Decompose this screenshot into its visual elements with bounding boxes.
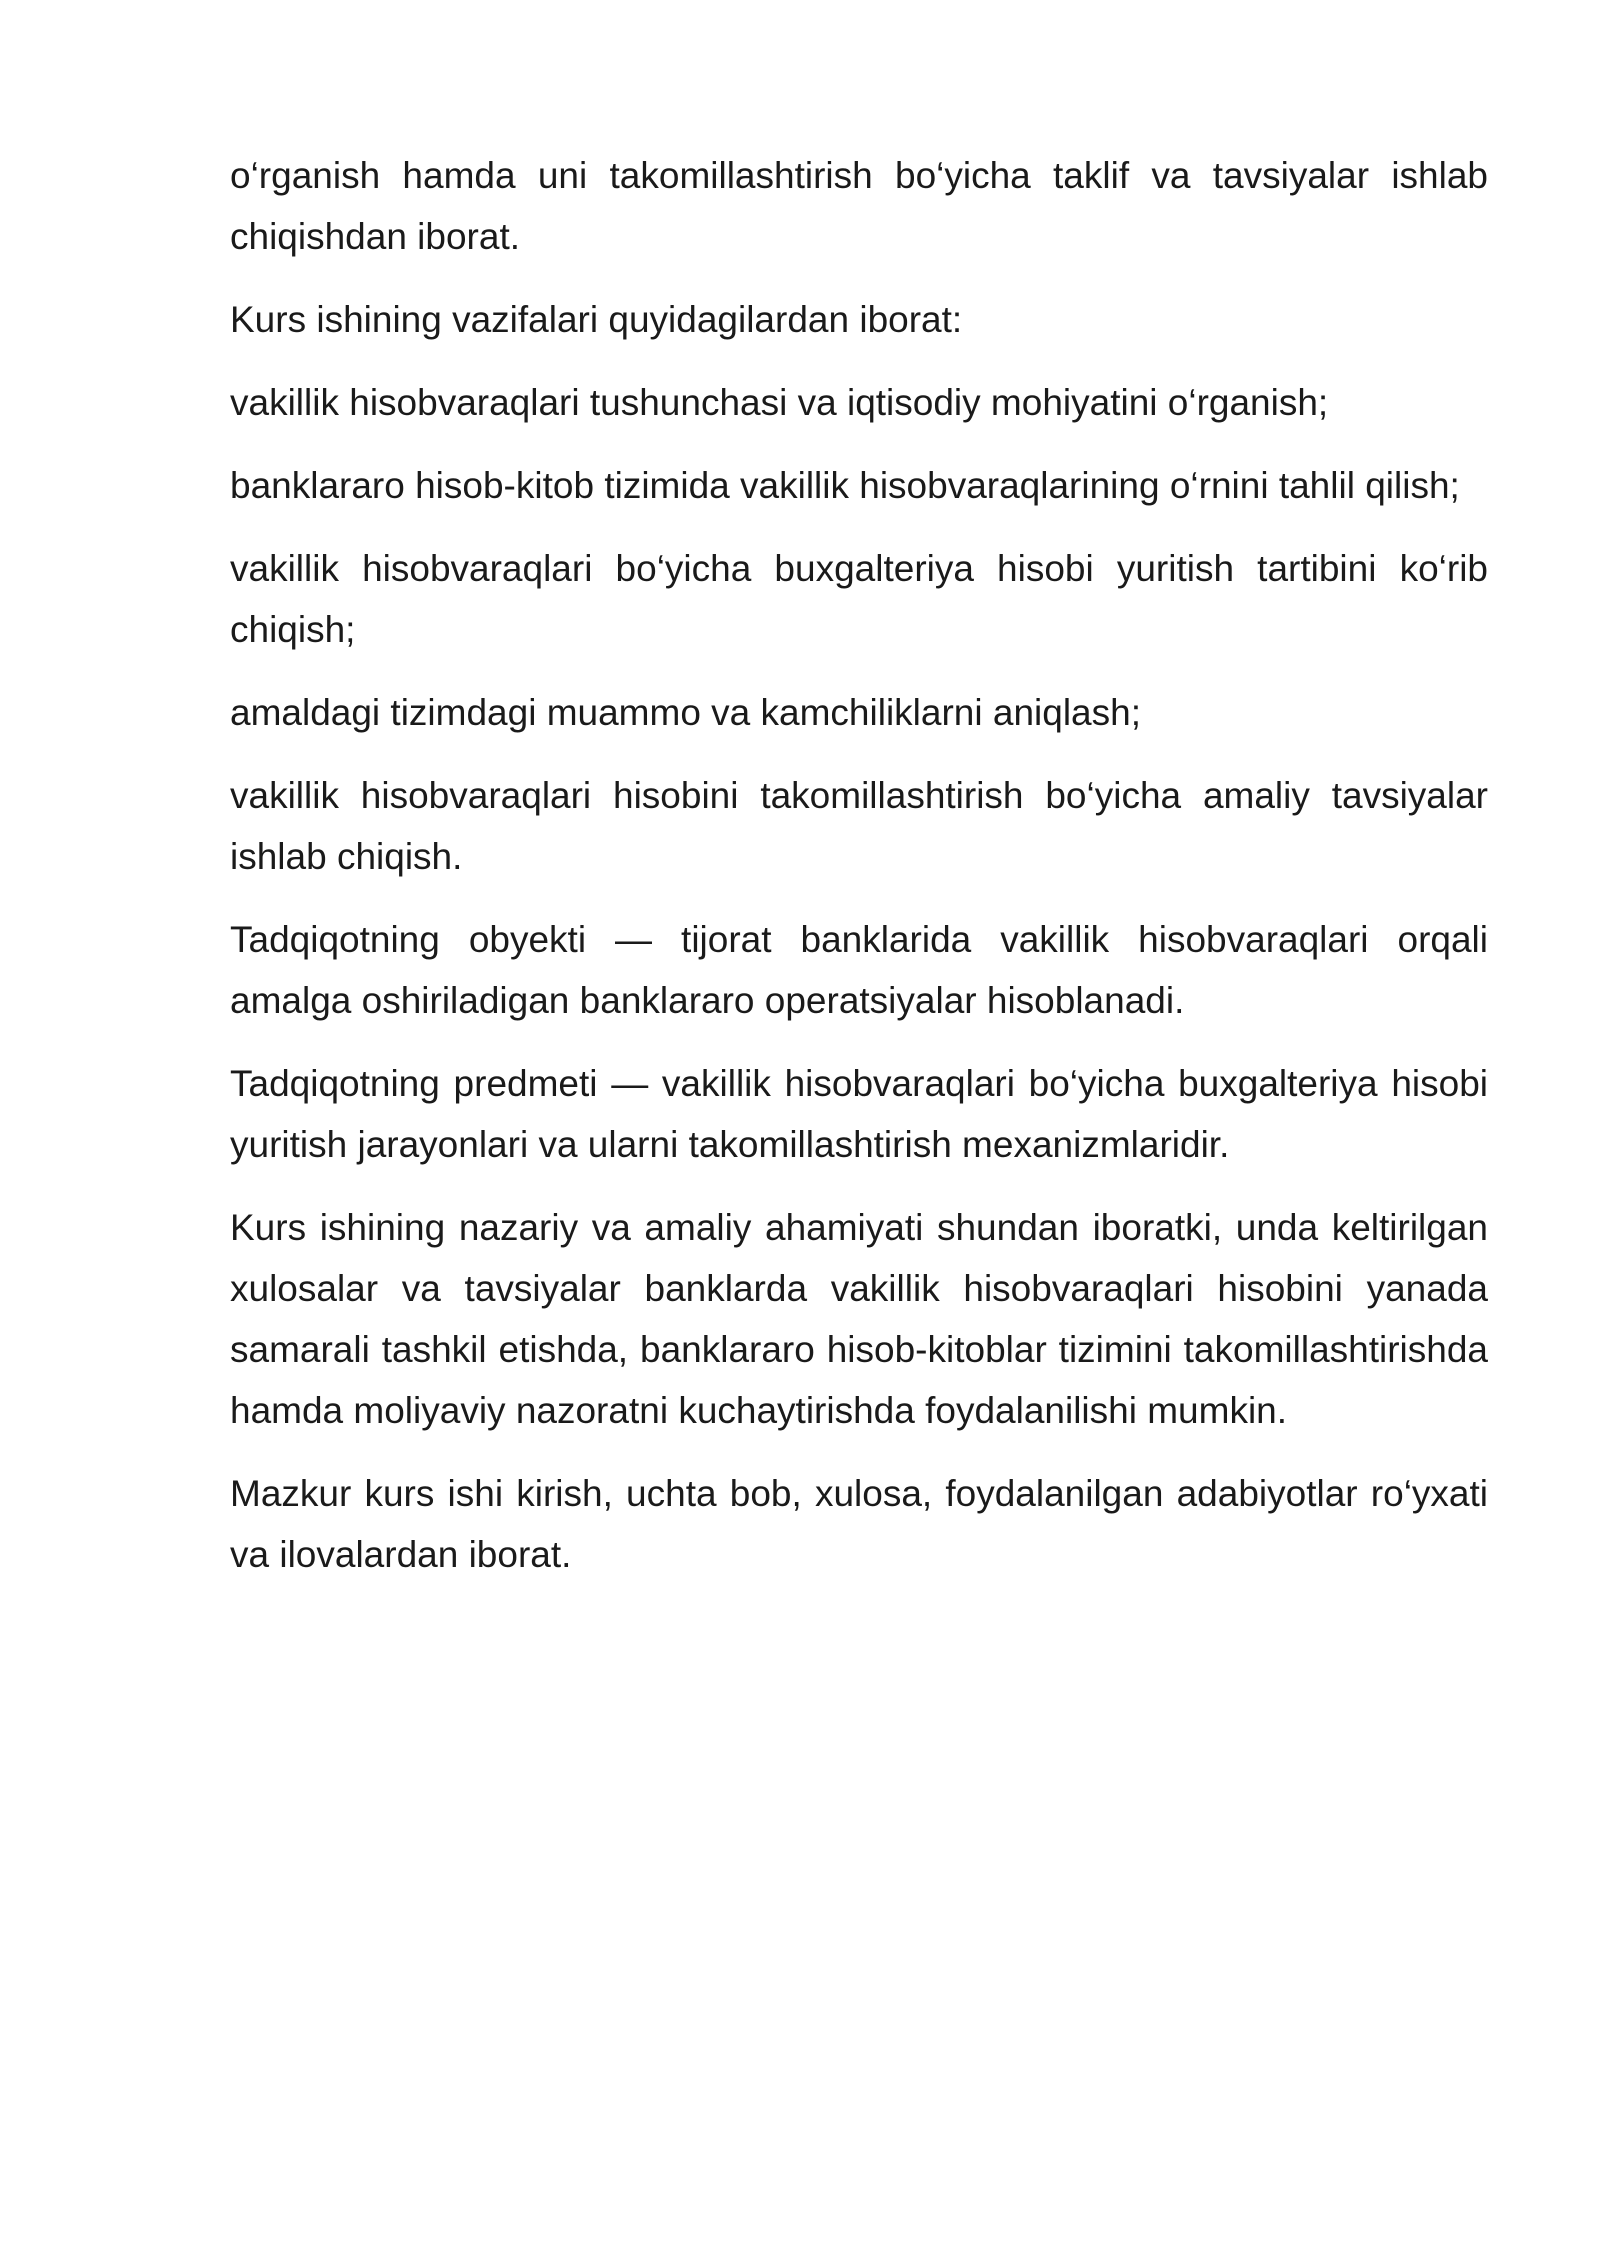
paragraph-significance: Kurs ishining nazariy va amaliy ahamiyati shundan iboratki, unda keltirilgan xulosalar va tavsiyalar banklarda vakillik hisobvaraqlari hisobini yanada samarali tashkil etishda, banklararo hisob-kitoblar tizimini takomillashtirishda hamda moliyaviy nazoratni kuchaytirishda foydalanilishi mumkin. bbox=[230, 1207, 1488, 1431]
paragraph-structure: Mazkur kurs ishi kirish, uchta bob, xulosa, foydalanilgan adabiyotlar ro‘yxati va ilovalardan iborat. bbox=[230, 1473, 1488, 1575]
list-item-task-3: vakillik hisobvaraqlari bo‘yicha buxgalteriya hisobi yuritish tartibini ko‘rib chiqish; bbox=[230, 548, 1488, 650]
paragraph-research-object: Tadqiqotning obyekti — tijorat banklarida vakillik hisobvaraqlari orqali amalga oshiriladigan banklararo operatsiyalar hisoblanadi. bbox=[230, 919, 1488, 1021]
document-page bbox=[230, 145, 1488, 1607]
paragraph-tasks-heading: Kurs ishining vazifalari quyidagilardan iborat: bbox=[230, 299, 963, 340]
paragraph-research-subject: Tadqiqotning predmeti — vakillik hisobvaraqlari bo‘yicha buxgalteriya hisobi yuritish jarayonlari va ularni takomillashtirish mexanizmlaridir. bbox=[230, 1063, 1488, 1165]
list-item-task-1: vakillik hisobvaraqlari tushunchasi va iqtisodiy mohiyatini o‘rganish; bbox=[230, 382, 1329, 423]
list-item-task-5: vakillik hisobvaraqlari hisobini takomillashtirish bo‘yicha amaliy tavsiyalar ishlab chiqish. bbox=[230, 775, 1488, 877]
paragraph-intro-continuation: o‘rganish hamda uni takomillashtirish bo‘yicha taklif va tavsiyalar ishlab chiqishdan iborat. bbox=[230, 155, 1488, 257]
list-item-task-4: amaldagi tizimdagi muammo va kamchiliklarni aniqlash; bbox=[230, 692, 1141, 733]
list-item-task-2: banklararo hisob-kitob tizimida vakillik hisobvaraqlarining o‘rnini tahlil qilish; bbox=[230, 465, 1460, 506]
